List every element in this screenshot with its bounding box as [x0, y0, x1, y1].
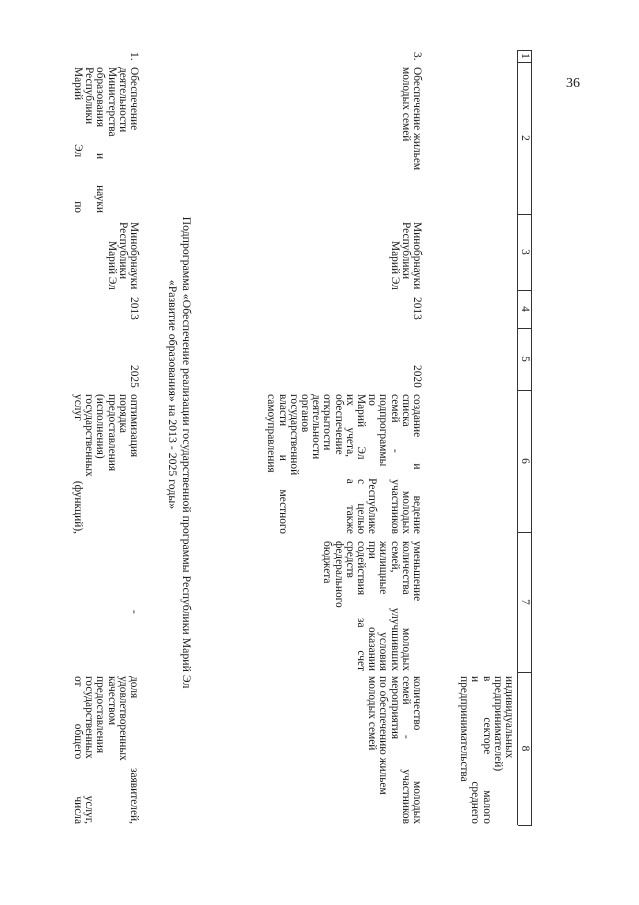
cell-line: средств — [343, 541, 356, 578]
header-col-5: 5 — [519, 356, 531, 362]
cell-line: Министерства — [105, 67, 118, 137]
row1-number: 1. — [128, 52, 140, 61]
cell-line: количество молодых — [411, 676, 423, 824]
cell-line: предоставления — [94, 676, 107, 754]
cell-line: списка молодых — [399, 394, 412, 534]
row3-col6-content — [265, 394, 422, 534]
row1-end-year: 2025 — [128, 365, 140, 388]
cell-line: Марий Эл с целью — [354, 394, 367, 534]
cell-line: качеством — [105, 676, 118, 726]
top-continuation-col8: индивидуальных предпринимателей) в секторе малого и среднего предпринимательства — [458, 676, 515, 824]
cell-line: Марий Эл по — [71, 67, 84, 213]
cell-line: при оказании — [366, 541, 379, 671]
cell-line: уменьшение — [411, 541, 423, 602]
header-col-3: 3 — [519, 249, 531, 255]
cell-line: деятельности — [310, 394, 323, 460]
cell-line: (исполнения) — [94, 394, 107, 459]
cell-line: по Республике — [366, 394, 379, 534]
cell-line: обеспечение — [332, 394, 345, 455]
cell-line: семей - участников — [399, 676, 412, 824]
row3-name: Обеспечение жильем молодых семей — [399, 67, 423, 171]
header-col-6: 6 — [519, 458, 531, 464]
page-number: 36 — [566, 76, 580, 91]
row1-col8-indicator — [72, 676, 139, 824]
row1-name — [72, 67, 139, 213]
cell-line: молодых семей — [366, 676, 379, 751]
cell-line: органов — [298, 394, 311, 433]
header-col-7: 7 — [519, 599, 531, 605]
col-divider — [518, 825, 532, 826]
cell-line: количества молодых — [399, 541, 412, 671]
row1-col6-content — [72, 394, 139, 534]
cell-line: по обеспечению жильем — [377, 676, 390, 795]
cell-line: их учета, а также — [343, 394, 356, 534]
cell-line: удовлетворенных — [116, 676, 129, 761]
subprogram-title-line1: Подпрограмма «Обеспечение реализации государственной программы Республики Марий Эл — [180, 216, 194, 689]
cell-line: доля заявителей, — [128, 676, 140, 824]
row3-executor: Минобрнауки Республики Марий Эл — [388, 222, 423, 290]
cell-line: бюджета — [321, 541, 334, 584]
row3-end-year: 2020 — [411, 365, 423, 388]
cell-line: семей, улучшивших — [388, 541, 401, 671]
cell-line: услуг (функций), — [71, 394, 84, 534]
cell-line: создание и ведение — [411, 394, 423, 534]
cell-line: порядка — [116, 394, 129, 433]
header-col-4: 4 — [519, 306, 531, 312]
row3-col8-indicator — [366, 676, 422, 824]
cell-line: подпрограммы — [377, 394, 390, 467]
cell-line: федерального — [332, 541, 345, 608]
cell-line: государственных — [83, 394, 96, 477]
cell-line: Республики — [83, 67, 96, 125]
cell-line: предоставления — [105, 394, 118, 472]
header-bottom-rule — [517, 50, 518, 825]
cell-line: от общего числа — [71, 676, 84, 824]
header-col-2: 2 — [519, 135, 531, 141]
cell-line: государственных услуг, — [83, 676, 96, 824]
cell-line: семей - участников — [388, 394, 401, 534]
subprogram-title-line2: «Развитие образования» на 2013 - 2025 годы» — [166, 279, 180, 510]
row1-col7-dash: - — [128, 610, 140, 614]
row3-number: 3. — [411, 52, 423, 61]
row1-executor: Минобрнауки Республики Марий Эл — [105, 222, 140, 290]
cell-line: жилищные условия — [377, 541, 390, 671]
cell-line: оптимизация — [128, 394, 140, 458]
row3-col7-result — [321, 541, 422, 671]
header-col-1: 1 — [519, 53, 531, 59]
cell-line: Обеспечение — [128, 67, 140, 131]
cell-line: государственной — [287, 394, 300, 476]
row1-start-year: 2013 — [128, 297, 140, 320]
row3-start-year: 2013 — [411, 297, 423, 320]
cell-line: образования и науки — [94, 67, 107, 213]
cell-line: деятельности — [116, 67, 129, 133]
header-top-rule — [531, 50, 532, 825]
cell-line: самоуправления — [265, 394, 278, 473]
cell-line: власти и местного — [276, 394, 289, 534]
cell-line: содействия за счет — [354, 541, 367, 671]
cell-line: открытости — [321, 394, 334, 451]
cell-line: мероприятия — [388, 676, 401, 740]
header-col-8: 8 — [519, 745, 531, 752]
